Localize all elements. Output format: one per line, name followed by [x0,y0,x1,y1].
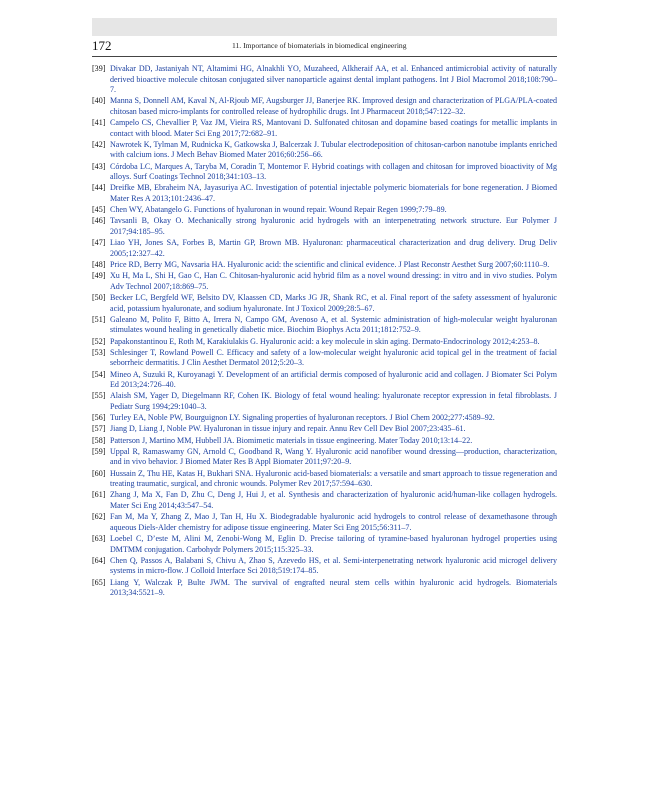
reference-number: [42] [92,139,106,149]
reference-text[interactable]: Hussain Z, Thu HE, Katas H, Bukhari SNA. Hyaluronic acid-based biomaterials: a versatile and smart approach to tissue regeneration and treating traumatic, surgical, and chronic wounds. Polymer Rev 2017;57:594–630. [110,468,557,489]
chapter-title: 11. Importance of biomaterials in biomedical engineering [232,41,407,50]
reference-text[interactable]: Schlesinger T, Rowland Powell C. Efficacy and safety of a low-molecular weight hyaluronic acid topical gel in the treatment of facial seborrheic dermatitis. J Clin Aesthet Dermatol 2012;5:20–3. [110,347,557,368]
reference-item [92,447,557,468]
reference-text[interactable]: Nawrotek K, Tylman M, Rudnicka K, Gatkowska J, Balcerzak J. Tubular electrodeposition of chitosan-carbon nanotube implants enriched with calcium ions. J Mech Behav Biomed Mater 2016;60:256–66. [110,139,557,160]
page-number: 172 [92,38,112,53]
reference-item [92,424,557,435]
reference-item [92,64,557,96]
reference-text[interactable]: Loebel C, D’este M, Alini M, Zenobi-Wong M, Eglin D. Precise tailoring of tyramine-based hyaluronan hydrogel properties using DMTMM conjugation. Carbohydr Polymers 2015;115:325–33. [110,534,557,554]
reference-number: [63] [92,534,106,544]
reference-item [92,205,557,216]
reference-item [92,337,557,348]
reference-number: [50] [92,293,106,303]
reference-number: [43] [92,161,106,171]
reference-item [92,260,557,271]
reference-text[interactable]: Manna S, Donnell AM, Kaval N, Al-Rjoub MF, Augsburger JJ, Banerjee RK. Improved design and characterization of PLGA/PLA-coated chitosan based micro-implants for controlled release of hydrophilic drugs. Int J Pharmaceut 2018;547:122–32. [110,96,557,116]
reference-number: [55] [92,391,106,401]
reference-number: [45] [92,205,106,215]
reference-number: [51] [92,314,106,324]
reference-number: [58] [92,435,106,445]
reference-text[interactable]: Alaish SM, Yager D, Diegelmann RF, Cohen IK. Biology of fetal wound healing: hyaluronate receptor expression in fetal fibroblasts. J Pediatr Surg 1994;29:1040–3. [110,391,557,411]
reference-text[interactable]: Fan M, Ma Y, Zhang Z, Mao J, Tan H, Hu X. Biodegradable hyaluronic acid hydrogels to control release of dexamethasone through aqueous Diels-Alder chemistry for adipose tissue engineering. Mater Sci Eng 2015;56:311–7. [110,512,557,532]
reference-item [92,578,557,599]
reference-text[interactable]: Mineo A, Suzuki R, Kuroyanagi Y. Development of an artificial dermis composed of hyaluronic acid and collagen. J Biomater Sci Polym Ed 2013;24:726–40. [110,369,557,390]
reference-item [92,162,557,183]
reference-item [92,118,557,139]
reference-text[interactable]: Divakar DD, Jastaniyah NT, Altamimi HG, Alnakhli YO, Muzaheed, Alkheraif AA, et al. Enhanced antimicrobial activity of naturally derived bioactive molecule chitosan conjugated silver nanoparticle against dental implant pathogens. Int J Biol Macromol 2018;108:790–7. [110,64,557,95]
reference-item [92,469,557,490]
header-bar [92,18,557,36]
reference-item [92,216,557,237]
reference-number: [54] [92,369,106,379]
reference-number: [44] [92,183,106,193]
reference-number: [52] [92,336,106,346]
reference-item [92,370,557,391]
reference-number: [48] [92,260,106,270]
header-rule [92,56,557,57]
reference-number: [40] [92,96,106,106]
reference-text[interactable]: Uppal R, Ramaswamy GN, Arnold C, Goodband R, Wang Y. Hyaluronic acid nanofiber wound dressing—production, characterization, and in vivo behavior. J Biomed Mater Res B Appl Biomater 2011;97:20–9. [110,446,557,467]
reference-number: [39] [92,64,106,73]
reference-number: [64] [92,555,106,565]
reference-text[interactable]: Córdoba LC, Marques A, Taryba M, Coradin T, Montemor F. Hybrid coatings with collagen and chitosan for improved bioactivity of Mg alloys. Surf Coatings Technol 2018;341:103–13. [110,161,557,182]
reference-number: [57] [92,424,106,434]
reference-text[interactable]: Tavsanli B, Okay O. Mechanically strong hyaluronic acid hydrogels with an interpenetrating network structure. Eur Polymer J 2017;94:185–95. [110,216,557,237]
reference-text[interactable]: Jiang D, Liang J, Noble PW. Hyaluronan in tissue injury and repair. Annu Rev Cell Dev Biol 2007;23:435–61. [110,424,466,434]
running-head [92,38,557,56]
reference-text[interactable]: Liang Y, Walczak P, Bulte JWM. The survival of engrafted neural stem cells within hyaluronic acid hydrogels. Biomaterials 2013;34:5521–9. [110,577,557,598]
reference-item [92,96,557,117]
reference-number: [53] [92,347,106,357]
reference-item [92,238,557,259]
reference-text[interactable]: Galeano M, Polito F, Bitto A, Irrera N, Campo GM, Avenoso A, et al. Systemic administration of high-molecular weight hyaluronan stimulates wound healing in genetically diabetic mice. Biochim Biophys Acta 2011;1812:752–9. [110,314,557,335]
reference-text[interactable]: Zhang J, Ma X, Fan D, Zhu C, Deng J, Hui J, et al. Synthesis and characterization of hyaluronic acid/human-like collagen hydrogels. Mater Sci Eng 2014;43:547–54. [110,490,557,510]
reference-text[interactable]: Patterson J, Martino MM, Hubbell JA. Biomimetic materials in tissue engineering. Mater Today 2010;13:14–22. [110,435,473,445]
reference-item [92,271,557,292]
reference-item [92,140,557,161]
reference-item [92,556,557,577]
reference-number: [46] [92,216,106,226]
reference-number: [62] [92,512,106,522]
reference-item [92,391,557,412]
reference-text[interactable]: Liao YH, Jones SA, Forbes B, Martin GP, Brown MB. Hyaluronan: pharmaceutical characterization and drug delivery. Drug Deliv 2005;12:327–42. [110,238,557,258]
reference-number: [59] [92,446,106,456]
reference-item [92,293,557,314]
reference-item [92,413,557,424]
reference-text[interactable]: Chen WY, Abatangelo G. Functions of hyaluronan in wound repair. Wound Repair Regen 1999;7:79–89. [110,205,447,215]
reference-item [92,512,557,533]
reference-item [92,183,557,204]
reference-list [92,64,557,599]
reference-text[interactable]: Papakonstantinou E, Roth M, Karakiulakis G. Hyaluronic acid: a key molecule in skin aging. Dermato-Endocrinology 2012;4:253–8. [110,336,540,346]
reference-item [92,315,557,336]
reference-text[interactable]: Becker LC, Bergfeld WF, Belsito DV, Klaassen CD, Marks JG JR, Shank RC, et al. Final report of the safety assessment of hyaluronic acid, potassium hyaluronate, and sodium hyaluronate. Int J Toxicol 2009;28:5–67. [110,293,557,313]
reference-number: [65] [92,577,106,587]
reference-number: [60] [92,468,106,478]
reference-item [92,534,557,555]
reference-text[interactable]: Campelo CS, Chevallier P, Vaz JM, Vieira RS, Mantovani D. Sulfonated chitosan and dopamine based coatings for metallic implants in contact with blood. Mater Sci Eng 2017;72:682–91. [110,118,557,138]
reference-text[interactable]: Price RD, Berry MG, Navsaria HA. Hyaluronic acid: the scientific and clinical evidence. J Plast Reconstr Aesthet Surg 2007;60:1110–9. [110,260,550,270]
reference-number: [61] [92,490,106,500]
reference-item [92,348,557,369]
reference-item [92,436,557,447]
reference-text[interactable]: Chen Q, Passos A, Balabani S, Chivu A, Zhao S, Azevedo HS, et al. Semi-interpenetrating network hyaluronic acid microgel delivery systems in micro-flow. J Colloid Interface Sci 2018;519:174–85. [110,555,557,576]
reference-number: [41] [92,118,106,128]
reference-text[interactable]: Xu H, Ma L, Shi H, Gao C, Han C. Chitosan-hyaluronic acid hybrid film as a novel wound dressing: in vitro and in vivo studies. Polym Adv Technol 2007;18:869–75. [110,271,557,291]
reference-number: [56] [92,413,106,423]
reference-text[interactable]: Turley EA, Noble PW, Bourguignon LY. Signaling properties of hyaluronan receptors. J Biol Chem 2002;277:4589–92. [110,413,495,423]
reference-number: [49] [92,271,106,281]
reference-number: [47] [92,238,106,248]
reference-item [92,490,557,511]
reference-text[interactable]: Dreifke MB, Ebraheim NA, Jayasuriya AC. Investigation of potential injectable polymeric biomaterials for bone regeneration. J Biomed Mater Res A 2013;101:2436–47. [110,183,557,203]
